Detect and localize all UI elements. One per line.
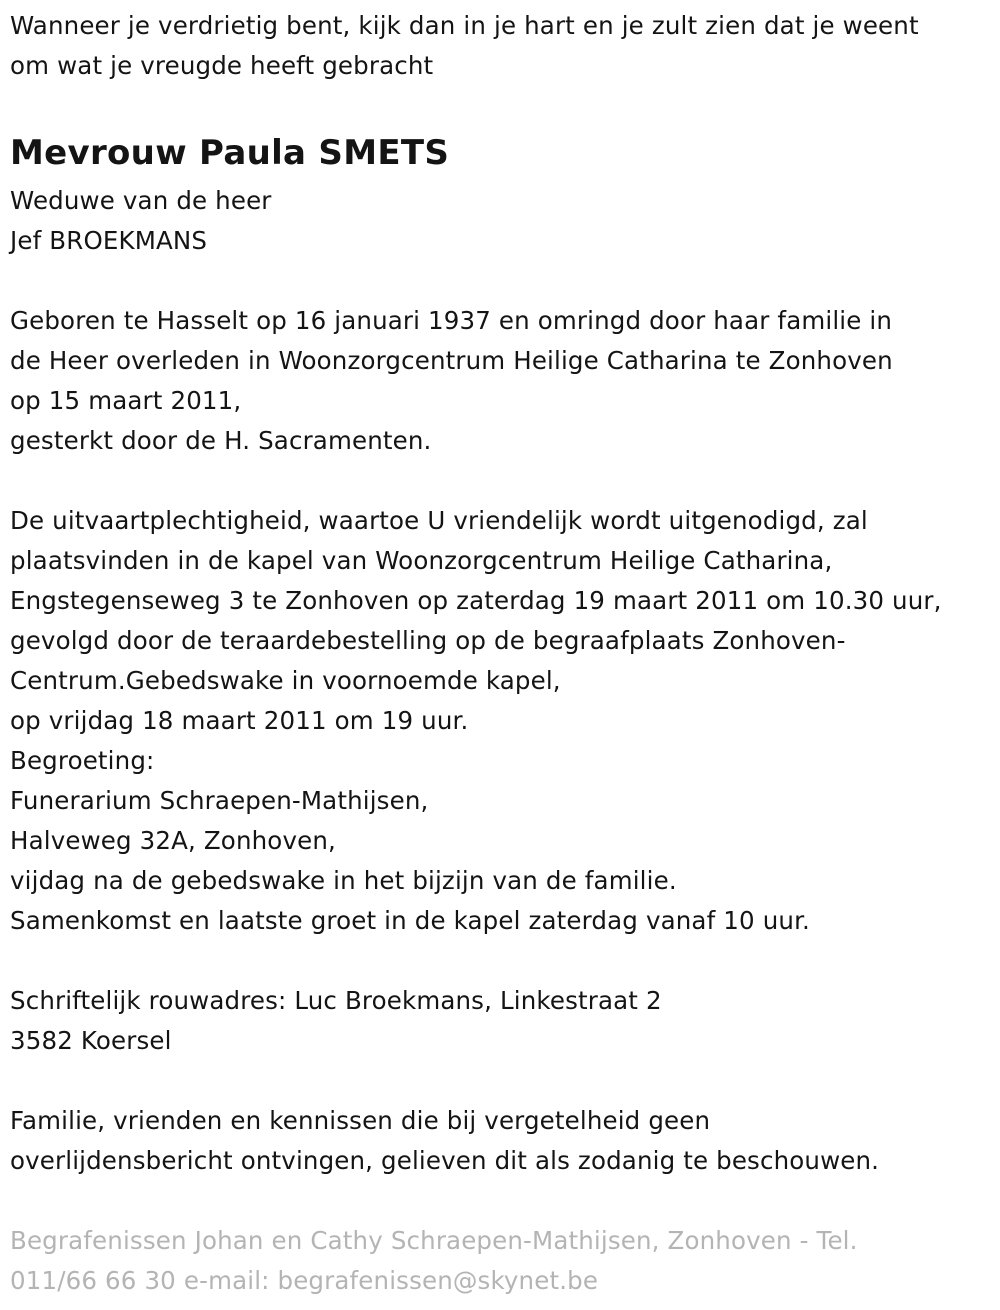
paragraph-line: de Heer overleden in Woonzorgcentrum Heilige Catharina te Zonhoven [10, 346, 893, 375]
birth-death-section [10, 301, 995, 461]
paragraph-line: Funerarium Schraepen-Mathijsen, [10, 786, 429, 815]
address-line: Schriftelijk rouwadres: Luc Broekmans, Linkestraat 2 [10, 986, 662, 1015]
paragraph-line: De uitvaartplechtigheid, waartoe U vriendelijk wordt uitgenodigd, zal [10, 506, 868, 535]
paragraph-line: gevolgd door de teraardebestelling op de begraafplaats Zonhoven- [10, 626, 846, 655]
motto-line: om wat je vreugde heeft gebracht [10, 51, 434, 80]
paragraph-line: vijdag na de gebedswake in het bijzijn van de familie. [10, 866, 677, 895]
spacer [10, 461, 995, 501]
paragraph-line: Centrum.Gebedswake in voornoemde kapel, [10, 666, 561, 695]
relation-line: Jef BROEKMANS [10, 226, 208, 255]
motto-line: Wanneer je verdrietig bent, kijk dan in je hart en je zult zien dat je weent [10, 11, 919, 40]
paragraph-line: gesterkt door de H. Sacramenten. [10, 426, 432, 455]
motto-section [10, 6, 995, 86]
paragraph-line: Samenkomst en laatste groet in de kapel zaterdag vanaf 10 uur. [10, 906, 810, 935]
ceremony-section [10, 501, 995, 941]
paragraph-line: Familie, vrienden en kennissen die bij vergetelheid geen [10, 1106, 711, 1135]
spacer [10, 261, 995, 301]
footer-line: 011/66 66 30 e-mail: begrafenissen@skynet.be [10, 1266, 599, 1295]
funeral-home-footer [10, 1221, 995, 1301]
spacer [10, 941, 995, 981]
deceased-name: Mevrouw Paula SMETS [10, 133, 450, 173]
paragraph-line: op 15 maart 2011, [10, 386, 242, 415]
paragraph-line: Geboren te Hasselt op 16 januari 1937 en omringd door haar familie in [10, 306, 893, 335]
paragraph-line: op vrijdag 18 maart 2011 om 19 uur. [10, 706, 469, 735]
relation-line: Weduwe van de heer [10, 186, 272, 215]
paragraph-line: Halveweg 32A, Zonhoven, [10, 826, 336, 855]
paragraph-line: overlijdensbericht ontvingen, gelieven dit als zodanig te beschouwen. [10, 1146, 880, 1175]
deceased-section [10, 133, 995, 261]
paragraph-line: plaatsvinden in de kapel van Woonzorgcentrum Heilige Catharina, [10, 546, 833, 575]
address-line: 3582 Koersel [10, 1026, 172, 1055]
paragraph-line: Begroeting: [10, 746, 155, 775]
address-section [10, 981, 995, 1061]
footer-line: Begrafenissen Johan en Cathy Schraepen-Mathijsen, Zonhoven - Tel. [10, 1226, 858, 1255]
obituary-document [10, 6, 995, 1301]
notice-section [10, 1101, 995, 1181]
spacer [10, 1061, 995, 1101]
paragraph-line: Engstegenseweg 3 te Zonhoven op zaterdag 19 maart 2011 om 10.30 uur, [10, 586, 942, 615]
